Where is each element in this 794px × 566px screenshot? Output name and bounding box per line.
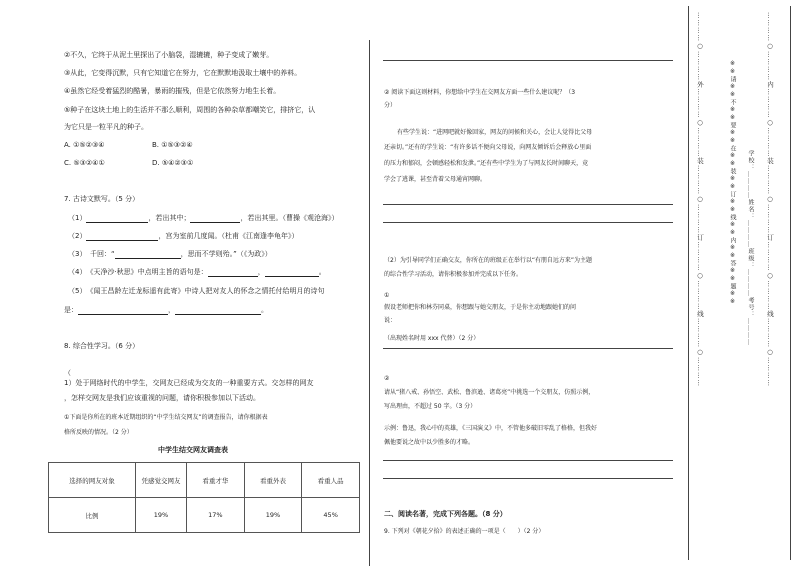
q8-title: 8. 综合性学习。（6 分） — [64, 342, 140, 350]
q-sub2-tail: 分） — [384, 102, 397, 109]
q6-choice-c: C. ⑤③②④① — [64, 159, 105, 167]
table-header-row — [49, 463, 360, 498]
binding-outer-line: …………○…………外…………○…………装…………○…………订…………○…………线…………○………… — [696, 12, 704, 387]
column-divider — [369, 40, 370, 566]
example-1: 示例：鲁迅，我心中的英雄，《三国演义》中，不管他多破旧零乱了格格，但我好 — [384, 425, 598, 432]
q2-c2-marker: ② — [384, 375, 390, 382]
q7-l1-a: （1） — [68, 214, 87, 222]
q6-choice-a: A. ①⑤②③④ — [64, 141, 105, 149]
answer-blank[interactable] — [190, 215, 240, 223]
q7-l3-a: （3） 千回：“ — [68, 250, 115, 258]
q7-l1-b: ，若出其中； — [148, 214, 191, 222]
q7-l5-c: ， — [168, 306, 175, 314]
q2-c2-text2: 写出理由，不超过 50 字。（3 分） — [384, 403, 477, 410]
q-sub2-title-text: ② 阅读下面这则材料，你想给中学生在交网友方面一些什么建议呢？（3 — [384, 89, 576, 96]
q7-l5-d: 。 — [261, 306, 268, 314]
q7-line-2 — [68, 232, 298, 241]
table-cell: 45% — [302, 498, 360, 533]
answer-line[interactable] — [383, 348, 673, 349]
table-cell: 19% — [136, 498, 187, 533]
q7-line-5: （5） 《闻王昌龄左迁龙标遥有此寄》中诗人把对友人的怀念之情托付给明月的诗句 — [68, 287, 325, 295]
q7-line-3 — [68, 250, 272, 259]
q2-c1-marker: ① — [384, 292, 390, 299]
q8-sub1-2: 格所反映的情况。（2 分） — [64, 429, 133, 436]
binding-inner-line: …………○…………内…………○…………装…………○…………订…………○…………线…………○………… — [766, 12, 774, 387]
q7-l4-b: ， — [257, 268, 265, 276]
answer-blank[interactable] — [115, 251, 181, 259]
q6-choice-d: D. ⑤④②③① — [152, 159, 194, 167]
section2-title: 二、阅读名著，完成下列各题。（8 分） — [384, 510, 507, 518]
q2-c1-text2: 说： — [384, 317, 397, 324]
binding-margin — [686, 0, 794, 566]
table-cell: 17% — [187, 498, 245, 533]
q2-c1-text1: 假设老师把你和林芬同桌，你想跟与她交朋友，于是你主动地跟她们的问 — [384, 304, 577, 311]
q7-line-1 — [68, 214, 338, 223]
q7-l4-c: 。 — [318, 268, 326, 276]
answer-line[interactable] — [383, 478, 673, 479]
table-row-label: 比例 — [49, 498, 136, 533]
q7-l5-b: 是： — [64, 306, 78, 314]
q6-option-5b: 为它只是一粒平凡的种子。 — [64, 123, 148, 131]
material-3: 的压力和郁闷，会顿感轻松和发泄。”还有些中学生为了与网友长时间聊天，竟 — [384, 160, 589, 167]
example-2: 佩他要说之故中以少胜多的才略。 — [384, 439, 475, 446]
q6-choice-b: B. ①⑤③②④ — [152, 141, 193, 149]
answer-line[interactable] — [383, 204, 673, 205]
q9-stem: 9. 下列对《朝花夕拾》的表述正确的一项是（ ）（2 分） — [384, 528, 545, 535]
binding-warning: ※※请※※不※※要※※在※※装※※订※※线※※内※※答※※题※※ — [729, 60, 736, 306]
table-header: 看重人品 — [302, 463, 360, 498]
table-header: 看重外表 — [244, 463, 302, 498]
table-header: 凭感觉交网友 — [136, 463, 187, 498]
binding-student-info: 学校：＿＿＿＿姓名：＿＿＿＿班级：＿＿＿＿考号：＿＿＿＿ — [747, 150, 754, 346]
binding-border — [688, 6, 689, 560]
material-2: 还亲切。”还有的学生说：“有许多话不便向父母说，向网友倾诉后会释放心里面 — [384, 144, 592, 151]
table-header: 选择的网友对象 — [49, 463, 136, 498]
q8-intro-1: 1）处于网络时代的中学生，交网友已经成为交友的一种重要方式。交怎样的网友 — [64, 379, 314, 387]
q6-option-3: ③从此，它变得沉默，只有它知道它在努力，它在默默地汲取土壤中的养料。 — [64, 69, 302, 77]
table-row — [49, 498, 360, 533]
q8-sub1-1: ①下面是你所在的班本近期组织的“中学生结交网友”的调查报告，请你根据表 — [64, 414, 268, 421]
q6-option-2: ②不久，它终于从泥土里探出了小脑袋，湿辘辘，种子变成了嫩芽。 — [64, 51, 274, 59]
q7-title: 7. 古诗文默写。（5 分） — [64, 195, 140, 203]
binding-border — [790, 6, 791, 560]
q7-l4-a: （4） 《天净沙·秋思》中点明主旨的语句是： — [68, 268, 208, 276]
answer-blank[interactable] — [86, 215, 148, 223]
material-4: 学会了逃课，甚至背着父母通宵网聊。 — [384, 176, 487, 183]
q7-l3-b: ，思而不学则殆。”（《为政》） — [180, 250, 272, 258]
answer-line[interactable] — [383, 460, 673, 461]
table-header: 看重才华 — [187, 463, 245, 498]
q-sub2-title — [384, 88, 575, 97]
q8-intro-2: ，怎样交网友是我们应该重视的问题，请你积极参加以下活动。 — [64, 394, 260, 402]
answer-line[interactable] — [383, 222, 673, 223]
q8-paren: （ — [64, 369, 71, 377]
answer-blank[interactable] — [265, 269, 319, 277]
q7-line-5b — [64, 306, 268, 315]
table-cell: 19% — [244, 498, 302, 533]
answer-blank[interactable] — [78, 307, 168, 315]
table-title: 中学生结交网友调查表 — [158, 446, 228, 454]
q7-l2-a: （2） — [68, 232, 87, 240]
answer-blank[interactable] — [208, 269, 258, 277]
material-1: 有些学生说：“进网吧就好像回家，网友的问候和关心，会让人觉得比父母 — [397, 129, 593, 136]
q6-option-5a: ⑤种子在这块土地上的生活并不那么顺利，周围的各种杂草都嘲笑它，排挤它，认 — [64, 106, 316, 114]
q2-line-2: 的综合性学习活动，请你积极参加并完成以下任务。 — [384, 271, 523, 278]
answer-blank[interactable] — [175, 307, 261, 315]
survey-table — [48, 462, 360, 533]
q7-l2-b: ，宫为室前几度闻。（杜甫《江南逢李龟年》） — [158, 232, 299, 240]
answer-blank[interactable] — [86, 233, 158, 241]
q2-c2-text1: 请从“猪八戒、孙悟空、武松、鲁滨逊、诸葛亮”中挑选一个交朋友，仿照示例， — [384, 389, 595, 396]
q6-option-4: ④虽然它经受着猛烈的酷暑，暴雨的摧残，但是它依然努力地生长着。 — [64, 87, 281, 95]
q7-l1-c: ，若出其里。（曹操《观沧海》） — [240, 214, 339, 222]
q2-line-1: （2）为引导同学们正确交友，你所在的班级正在举行以“有朋自远方来”为主题 — [384, 257, 593, 264]
answer-line[interactable] — [383, 60, 673, 61]
q2-c1-note: （出现姓名时用 xxx 代替）（2 分） — [384, 335, 480, 342]
q7-line-4 — [68, 268, 326, 277]
